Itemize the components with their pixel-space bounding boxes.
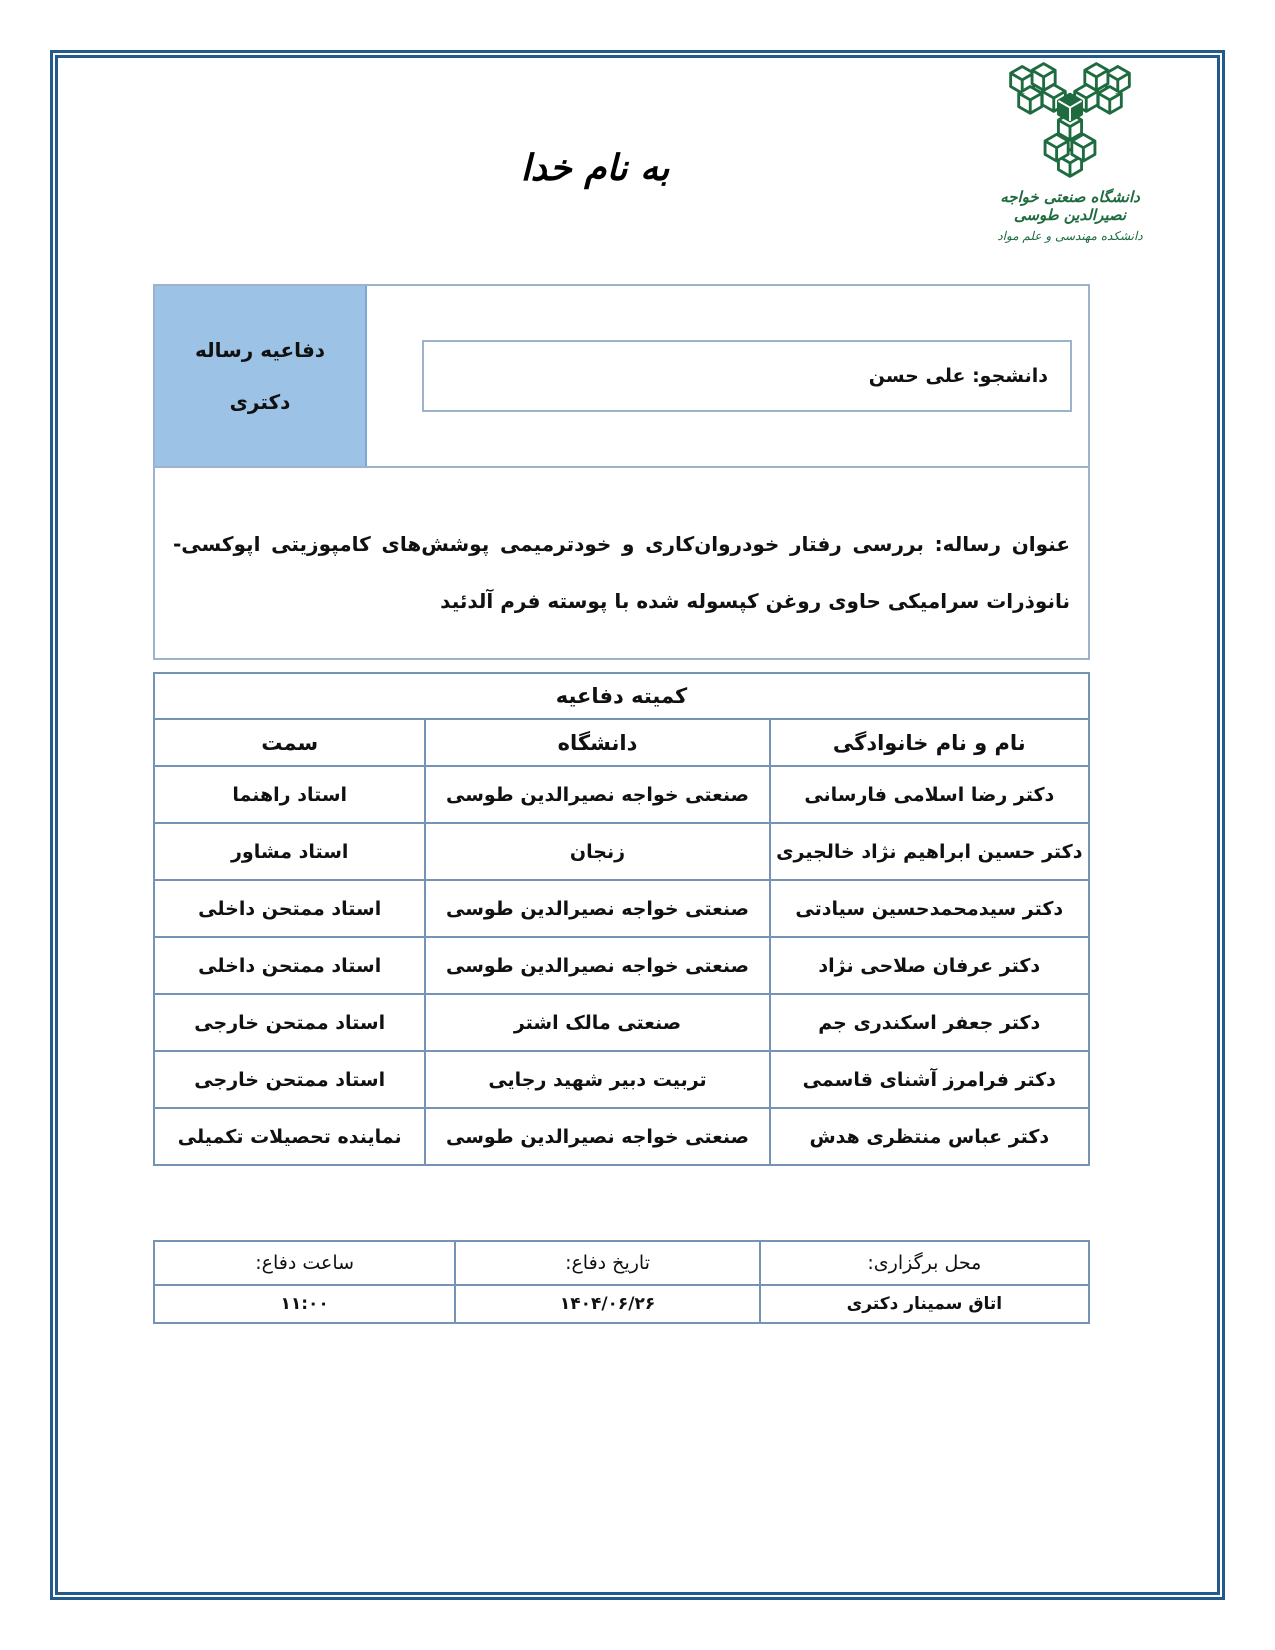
table-row xyxy=(154,880,1089,937)
member-role: استاد مشاور xyxy=(154,823,425,880)
bismillah-calligraphy: به نام خدا xyxy=(520,148,670,189)
table-row xyxy=(154,823,1089,880)
member-name: دکتر سیدمحمدحسین سیادتی xyxy=(770,880,1089,937)
column-header-university: دانشگاه xyxy=(425,719,769,766)
member-university: صنعتی خواجه نصیرالدین طوسی xyxy=(425,880,769,937)
faculty-name: دانشکده مهندسی و علم مواد xyxy=(997,229,1143,243)
member-role: استاد ممتحن خارجی xyxy=(154,994,425,1051)
member-name: دکتر حسین ابراهیم نژاد خالجیری xyxy=(770,823,1089,880)
student-name-box xyxy=(422,340,1072,412)
member-university: صنعتی مالک اشتر xyxy=(425,994,769,1051)
venue-label: محل برگزاری: xyxy=(760,1241,1089,1285)
session-table xyxy=(153,1240,1090,1324)
student-cell xyxy=(367,286,1088,466)
member-name: دکتر فرامرز آشنای قاسمی xyxy=(770,1051,1089,1108)
member-role: استاد ممتحن داخلی xyxy=(154,937,425,994)
member-university: زنجان xyxy=(425,823,769,880)
member-university: صنعتی خواجه نصیرالدین طوسی xyxy=(425,766,769,823)
member-university: تربیت دبیر شهید رجایی xyxy=(425,1051,769,1108)
table-row xyxy=(154,994,1089,1051)
member-role: استاد ممتحن داخلی xyxy=(154,880,425,937)
defense-info-row xyxy=(153,284,1090,466)
member-role: نماینده تحصیلات تکمیلی xyxy=(154,1108,425,1165)
member-name: دکتر عباس منتظری هدش xyxy=(770,1108,1089,1165)
session-header-row xyxy=(154,1241,1089,1285)
table-row xyxy=(154,937,1089,994)
student-name-label: دانشجو: علی حسن xyxy=(868,365,1048,387)
university-name: دانشگاه صنعتی خواجه نصیرالدین طوسی xyxy=(1000,188,1140,224)
table-row xyxy=(154,1108,1089,1165)
defense-info-table xyxy=(153,284,1090,660)
date-label: تاریخ دفاع: xyxy=(455,1241,759,1285)
thesis-title: عنوان رساله: بررسی رفتار خودروان‌کاری و خودترمیمی پوشش‌های کامپوزیتی اپوکسی-نانوذرات سرامیکی حاوی روغن کپسوله شده با پوسته فرم آلدئید xyxy=(153,466,1090,660)
table-row xyxy=(154,1051,1089,1108)
member-name: دکتر عرفان صلاحی نژاد xyxy=(770,937,1089,994)
venue-value: اتاق سمینار دکتری xyxy=(760,1285,1089,1323)
member-university: صنعتی خواجه نصیرالدین طوسی xyxy=(425,937,769,994)
committee-title-row xyxy=(154,673,1089,719)
defense-type-cell: دفاعیه رساله دکتری xyxy=(155,286,367,466)
member-role: استاد ممتحن خارجی xyxy=(154,1051,425,1108)
column-header-name: نام و نام خانوادگی xyxy=(770,719,1089,766)
time-value: ۱۱:۰۰ xyxy=(154,1285,455,1323)
member-name: دکتر رضا اسلامی فارسانی xyxy=(770,766,1089,823)
column-header-role: سمت xyxy=(154,719,425,766)
session-value-row xyxy=(154,1285,1089,1323)
member-name: دکتر جعفر اسکندری جم xyxy=(770,994,1089,1051)
committee-header-row xyxy=(154,719,1089,766)
date-value: ۱۴۰۴/۰۶/۲۶ xyxy=(455,1285,759,1323)
table-row xyxy=(154,766,1089,823)
member-role: استاد راهنما xyxy=(154,766,425,823)
committee-table xyxy=(153,672,1090,1166)
member-university: صنعتی خواجه نصیرالدین طوسی xyxy=(425,1108,769,1165)
time-label: ساعت دفاع: xyxy=(154,1241,455,1285)
committee-title: کمیته دفاعیه xyxy=(154,673,1089,719)
